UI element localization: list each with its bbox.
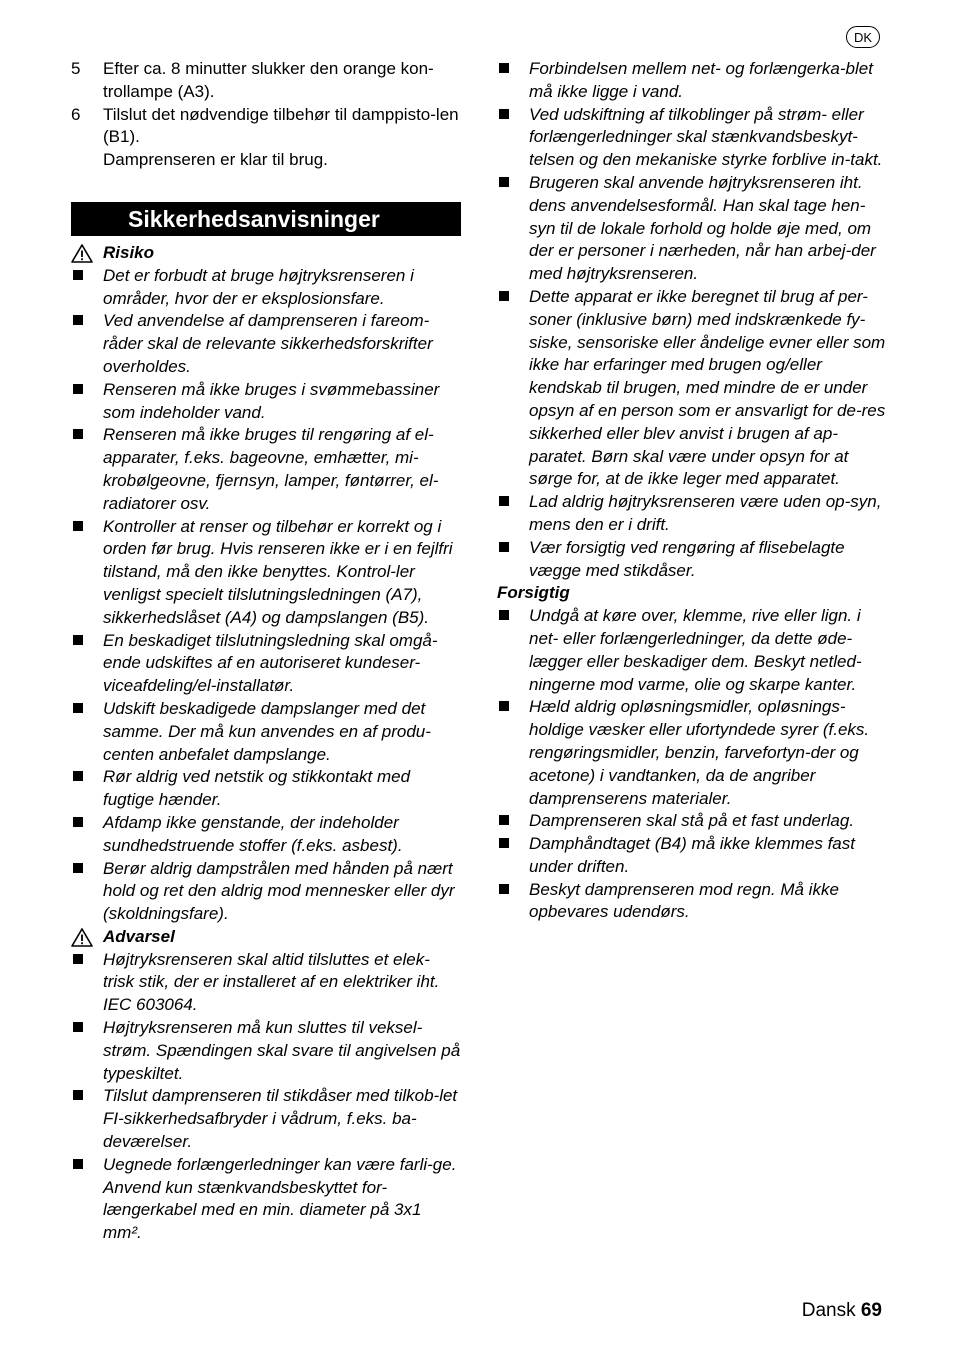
bullet-square-icon xyxy=(71,516,103,630)
bullet-square-icon xyxy=(71,812,103,858)
list-item: Rør aldrig ved netstik og stikkontakt med fugtige hænder. xyxy=(71,766,461,812)
bullet-square-icon xyxy=(71,698,103,766)
page-footer xyxy=(802,1300,882,1322)
step-number: 5 xyxy=(71,59,81,78)
list-item: Renseren må ikke bruges i svømmebassiner som indeholder vand. xyxy=(71,379,461,425)
bullet-square-icon xyxy=(497,833,529,879)
ready-text: Damprenseren er klar til brug. xyxy=(103,150,328,170)
list-item: Dette apparat er ikke beregnet til brug af per-soner (inklusive børn) med indskrænkede fy-siske, sensoriske eller åndelige evner eller som ikke har erfaringer med brugen og/eller kendskab til brugen, med mindre de er under opsyn af en person som er ansvarligt for de-res sikkerhed eller blev anvist i brugen af ap-paratet. Børn skal være under opsyn for at sørge for, at de ikke leger med apparatet. xyxy=(497,286,889,491)
list-item: Vær forsigtig ved rengøring af flisebelagte vægge med stikdåser. xyxy=(497,537,889,583)
list-item: Renseren må ikke bruges til rengøring af el-apparater, f.eks. bageovne, emhætter, mi-krobølgeovne, fjernsyn, lamper, føntørrer, el-radiatorer osv. xyxy=(71,424,461,515)
list-item: Forbindelsen mellem net- og forlængerka-blet må ikke ligge i vand. xyxy=(497,58,889,104)
step-item xyxy=(71,104,461,150)
bullet-square-icon xyxy=(497,605,529,696)
warning-triangle-icon xyxy=(71,928,103,947)
list-item: Berør aldrig dampstrålen med hånden på nært hold og ret den aldrig mod mennesker eller dyr (skoldningsfare). xyxy=(71,858,461,926)
list-item: Lad aldrig højtryksrenseren være uden op-syn, mens den er i drift. xyxy=(497,491,889,537)
bullet-square-icon xyxy=(71,1017,103,1085)
section-title: Sikkerhedsanvisninger xyxy=(71,202,461,236)
bullet-square-icon xyxy=(71,949,103,1017)
bullet-square-icon xyxy=(497,58,529,104)
bullet-square-icon xyxy=(71,766,103,812)
list-item: Højtryksrenseren må kun sluttes til veksel-strøm. Spændingen skal svare til angivelsen på typeskiltet. xyxy=(71,1017,461,1085)
list-item: Det er forbudt at bruge højtryksrenseren i områder, hvor der er eksplosionsfare. xyxy=(71,265,461,311)
list-item: Tilslut damprenseren til stikdåser med tilkob-let FI-sikkerhedsafbryder i vådrum, f.eks. ba-deværelser. xyxy=(71,1085,461,1153)
risk-heading xyxy=(71,242,461,265)
bullet-square-icon xyxy=(71,1085,103,1153)
list-item: Udskift beskadigede dampslanger med det samme. Der må kun anvendes en af produ-centen anbefalet dampslange. xyxy=(71,698,461,766)
warning-heading xyxy=(71,926,461,949)
language-badge: DK xyxy=(846,26,880,48)
bullet-square-icon xyxy=(497,879,529,925)
bullet-square-icon xyxy=(71,1154,103,1245)
bullet-square-icon xyxy=(497,172,529,286)
list-item: Uegnede forlængerledninger kan være farli-ge. Anvend kun stænkvandsbeskyttet for-længerkabel med en min. diameter på 3x1 mm². xyxy=(71,1154,461,1245)
bullet-square-icon xyxy=(71,265,103,311)
bullet-square-icon xyxy=(497,537,529,583)
right-column xyxy=(497,58,889,924)
step-text: Tilslut det nødvendige tilbehør til damppisto-len (B1). xyxy=(103,104,459,147)
list-item: Ved udskiftning af tilkoblinger på strøm- eller forlængerledninger skal stænkvandsbeskyt-telsen og den mekaniske styrke forblive in-takt. xyxy=(497,104,889,172)
bullet-square-icon xyxy=(71,310,103,378)
step-number: 6 xyxy=(71,104,81,124)
caution-heading xyxy=(497,582,889,605)
page-number: 69 xyxy=(860,1300,882,1321)
list-item: Damphåndtaget (B4) må ikke klemmes fast under driften. xyxy=(497,833,889,879)
list-item: Undgå at køre over, klemme, rive eller lign. i net- eller forlængerledninger, da dette øde-lægger eller beskadiger dem. Beskyt netled-ningerne mod varme, olie og skarpe kanter. xyxy=(497,605,889,696)
bullet-square-icon xyxy=(71,858,103,926)
bullet-square-icon xyxy=(497,491,529,537)
bullet-square-icon xyxy=(497,696,529,810)
bullet-square-icon xyxy=(497,104,529,172)
bullet-square-icon xyxy=(71,424,103,515)
warning-triangle-icon xyxy=(71,244,103,263)
warning-label: Advarsel xyxy=(103,926,175,946)
footer-language: Dansk xyxy=(801,1300,856,1321)
list-item: Brugeren skal anvende højtryksrenseren iht. dens anvendelsesformål. Han skal tage hen-syn til de lokale forhold og holde øje med, om der er personer i nærheden, når han arbej-der med højtryksrenseren. xyxy=(497,172,889,286)
bullet-square-icon xyxy=(497,286,529,491)
left-column xyxy=(71,58,461,1245)
bullet-square-icon xyxy=(71,379,103,425)
list-item: Hæld aldrig opløsningsmidler, opløsnings-holdige væsker eller ufortyndede syrer (f.eks. rengøringsmidler, benzin, farvefortyn-der og acetone) i vandtanken, da de angriber damprenserens materialer. xyxy=(497,696,889,810)
risk-label: Risiko xyxy=(103,242,155,262)
list-item: Ved anvendelse af damprenseren i fareom-råder skal de relevante sikkerhedsforskrifter overholdes. xyxy=(71,310,461,378)
list-item: Kontroller at renser og tilbehør er korrekt og i orden før brug. Hvis renseren ikke er i en fejlfri tilstand, må den ikke benyttes. Kontrol-ler venligst specielt tilslutningsledningen (A7), sikkerhedslåset (A4) og dampslangen (B5). xyxy=(71,516,461,630)
step-text: Efter ca. 8 minutter slukker den orange kon-trollampe (A3). xyxy=(103,59,434,101)
caution-label: Forsigtig xyxy=(497,583,570,603)
bullet-square-icon xyxy=(71,630,103,698)
bullet-square-icon xyxy=(497,810,529,833)
step-item xyxy=(71,58,461,104)
list-item: Beskyt damprenseren mod regn. Må ikke opbevares udendørs. xyxy=(497,879,889,925)
list-item: En beskadiget tilslutningsledning skal omgå-ende udskiftes af en autoriseret kundeser-viceafdeling/el-installatør. xyxy=(71,630,461,698)
list-item: Højtryksrenseren skal altid tilsluttes et elek-trisk stik, der er installeret af en elektriker iht. IEC 603064. xyxy=(71,949,461,1017)
list-item: Afdamp ikke genstande, der indeholder sundhedstruende stoffer (f.eks. asbest). xyxy=(71,812,461,858)
list-item: Damprenseren skal stå på et fast underlag. xyxy=(497,810,889,833)
